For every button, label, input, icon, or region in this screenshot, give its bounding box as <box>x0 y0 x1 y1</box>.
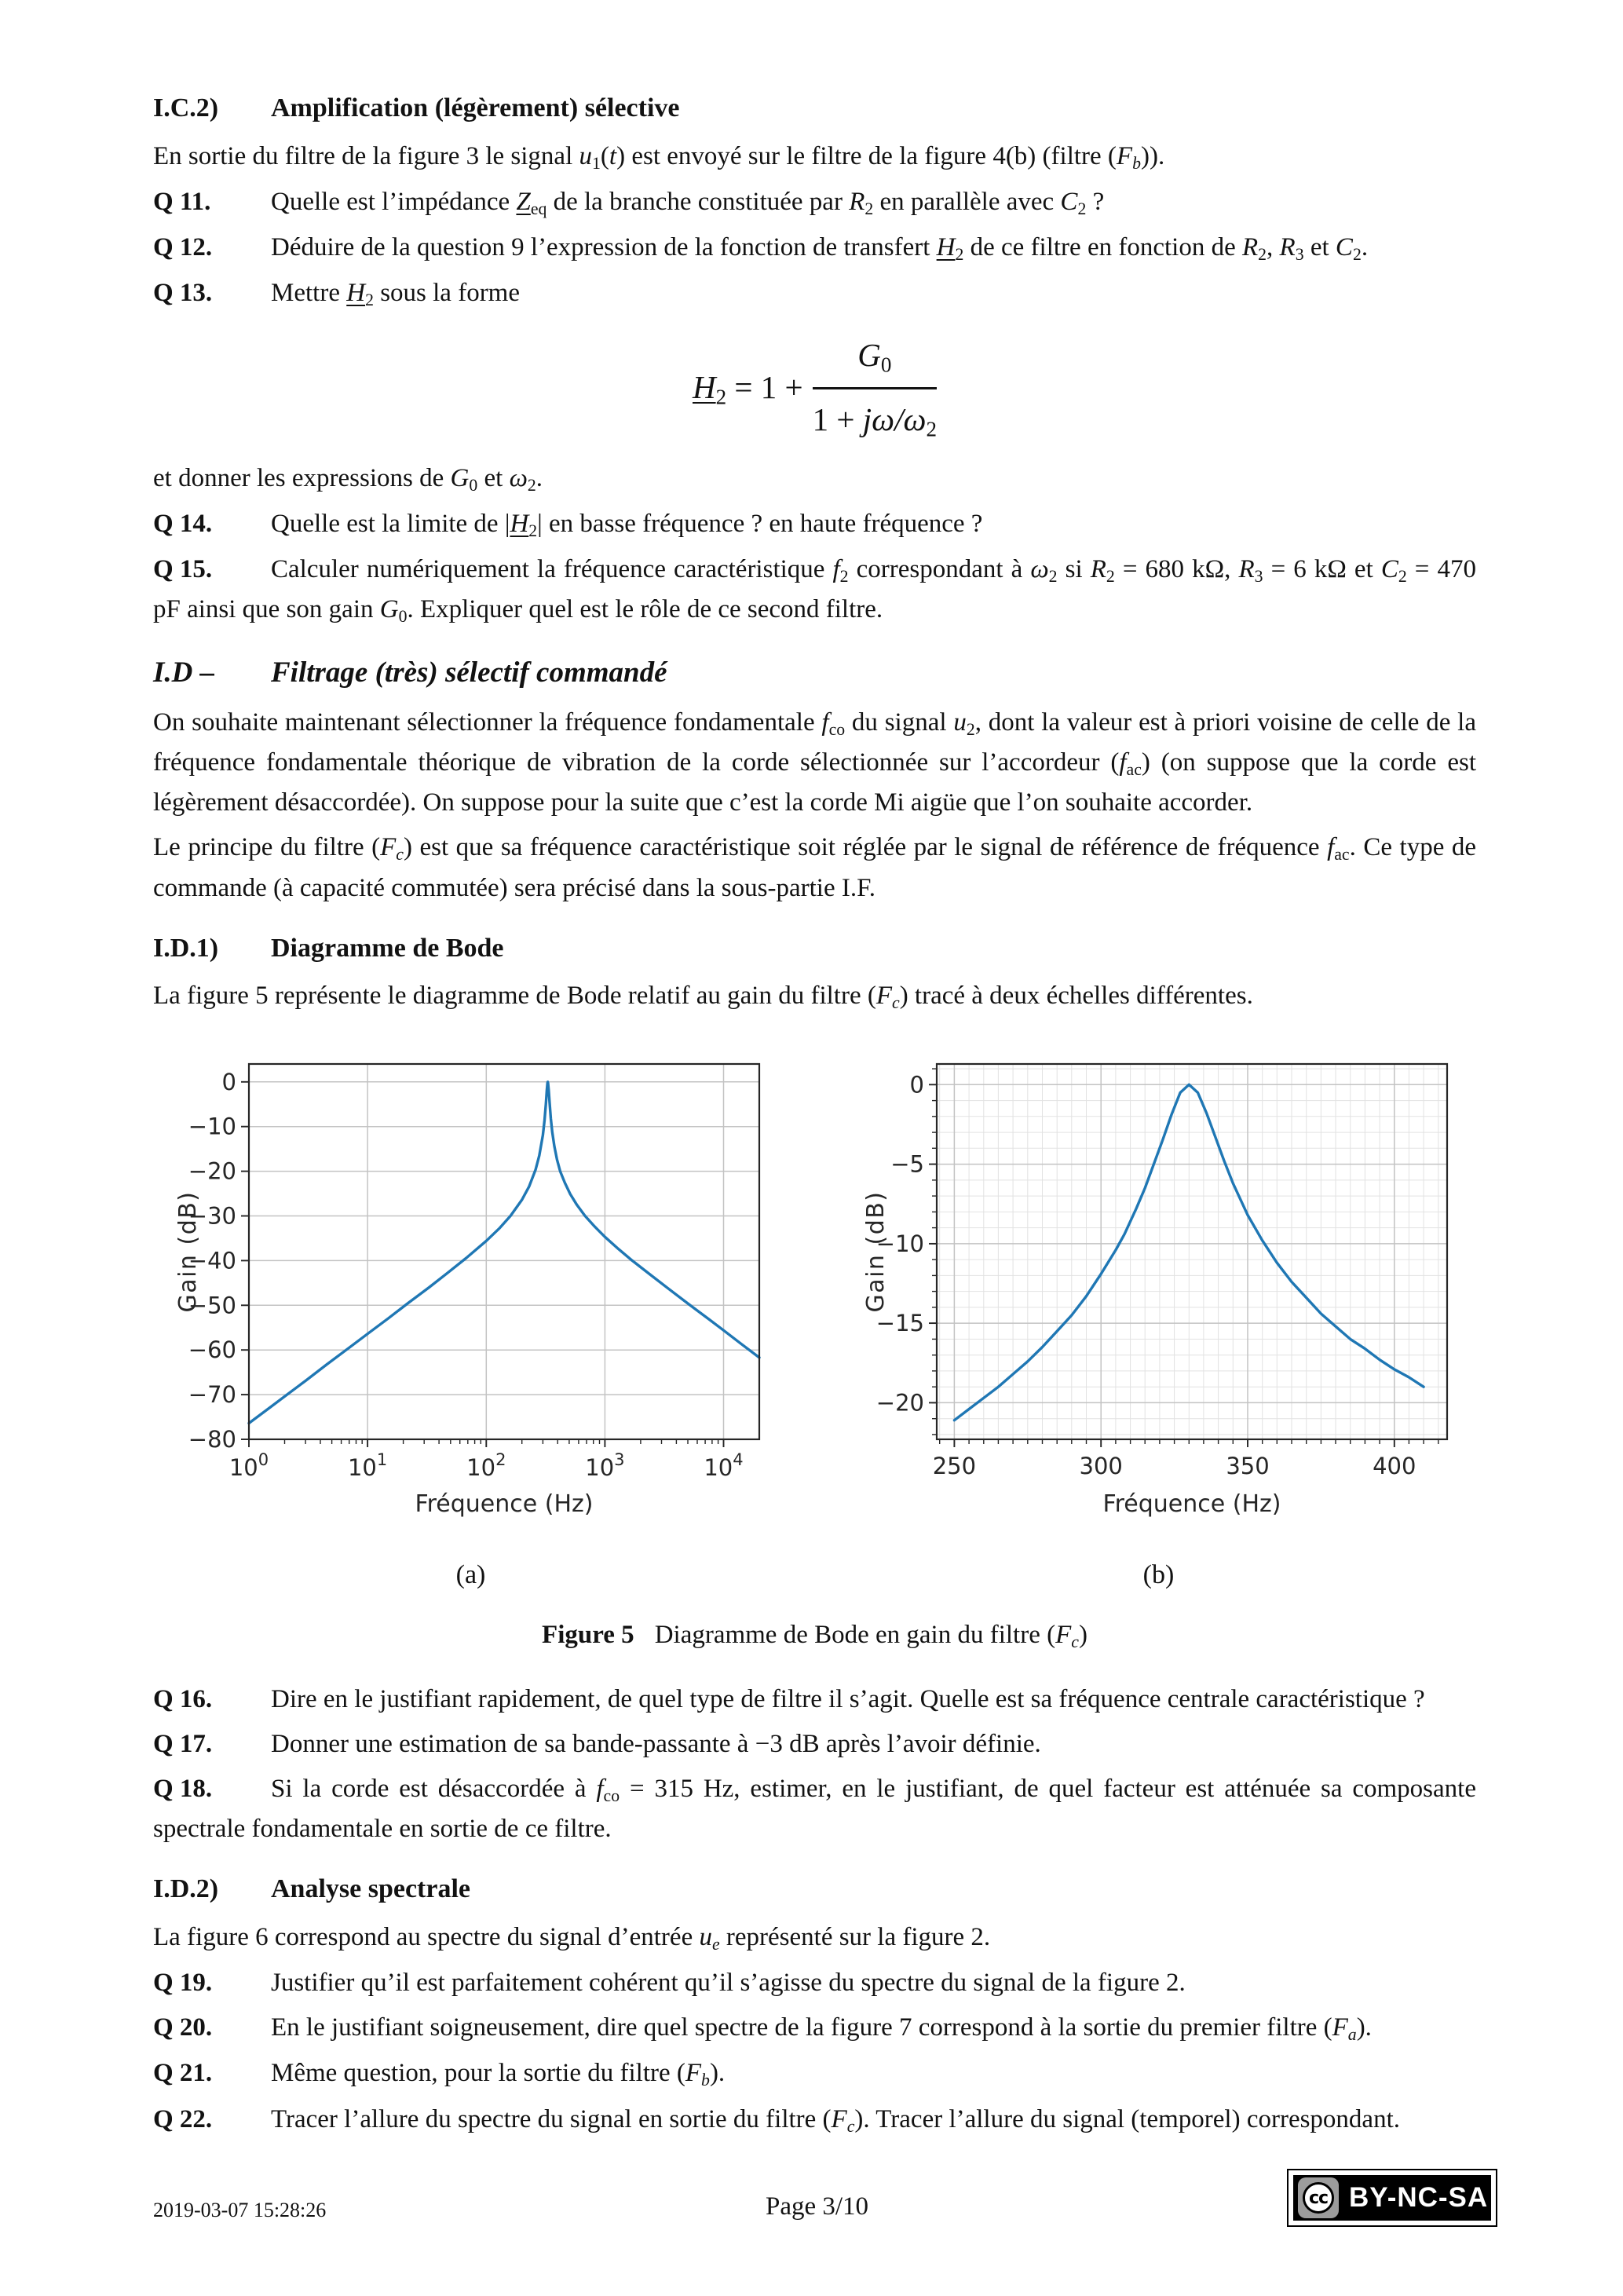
svg-text:100: $10^0$ <box>228 1450 269 1481</box>
cc-license-label: BY-NC-SA <box>1349 2182 1489 2213</box>
figure-caption-text: Diagramme de Bode en gain du filtre $(F_c)$ <box>654 1621 1087 1652</box>
question-15 <box>153 550 1476 630</box>
question-label: Q 20. <box>153 2013 213 2042</box>
svg-text:101: $10^1$ <box>347 1450 387 1481</box>
svg-text:Fréquence (Hz): Fréquence (Hz) <box>1102 1490 1281 1518</box>
question-label: Q 17. <box>153 1729 213 1758</box>
question-text: Dire en le justifiant rapidement, de quel type de filtre il s’agit. Quelle est sa fréquence centrale caractéristique ? <box>271 1684 1425 1713</box>
question-text: Tracer l’allure du spectre du signal en sortie du filtre $(F_c)$. Tracer l’allure du signal (temporel) correspondant. <box>271 2104 1401 2136</box>
svg-text:300: 300 <box>1079 1452 1123 1479</box>
question-17 <box>153 1724 1476 1764</box>
subcaption-a: (a) <box>455 1559 486 1589</box>
svg-text:Fréquence (Hz): Fréquence (Hz) <box>415 1490 593 1518</box>
section-heading-id1 <box>153 928 1476 969</box>
question-text: En le justifiant soigneusement, dire quel spectre de la figure 7 correspond à la sortie du premier filtre $(F_a)$. <box>271 2013 1372 2045</box>
question-label: Q 14. <box>153 509 213 538</box>
equation-numerator: $G_0$ <box>813 331 937 389</box>
svg-text:−40: −40 <box>188 1246 236 1274</box>
section-heading-id <box>153 651 1476 695</box>
svg-text:Gain (dB): Gain (dB) <box>174 1190 202 1313</box>
svg-text:−20: −20 <box>188 1157 236 1185</box>
section-number: I.C.2) <box>153 93 219 122</box>
question-text: Quelle est la limite de $|H_2|$ en basse fréquence ? en haute fréquence ? <box>271 509 983 541</box>
question-14 <box>153 504 1476 544</box>
question-11 <box>153 182 1476 222</box>
question-19 <box>153 1963 1476 2002</box>
question-12 <box>153 228 1476 268</box>
section-title: Filtrage (très) sélectif commandé <box>271 656 667 689</box>
question-label: Q 13. <box>153 279 213 308</box>
section-number: I.D.1) <box>153 933 219 963</box>
page-content <box>153 68 1476 2145</box>
question-18 <box>153 1769 1476 1848</box>
question-label: Q 12. <box>153 233 213 262</box>
section-number: I.D.2) <box>153 1874 219 1904</box>
subcaption-b: (b) <box>1142 1559 1175 1589</box>
section-number: I.D – <box>153 656 215 689</box>
bode-chart-log-scale <box>174 1050 769 1524</box>
svg-text:104: $10^4$ <box>703 1450 744 1481</box>
bode-chart-linear-block <box>861 1050 1457 1596</box>
question-label: Q 18. <box>153 1774 213 1803</box>
question-label: Q 15. <box>153 555 213 584</box>
question-label: Q 11. <box>153 187 211 216</box>
cc-logo-background <box>1298 2177 1339 2218</box>
question-13 <box>153 273 1476 313</box>
svg-text:−20: −20 <box>875 1388 924 1416</box>
svg-text:−80: −80 <box>188 1425 236 1453</box>
svg-text:0: 0 <box>909 1070 924 1098</box>
svg-text:−10: −10 <box>188 1113 236 1140</box>
section-heading-id2 <box>153 1869 1476 1910</box>
page-number: Page 3/10 <box>765 2192 869 2221</box>
question-16 <box>153 1680 1476 1719</box>
question-20 <box>153 2008 1476 2048</box>
svg-text:−30: −30 <box>188 1202 236 1230</box>
equation-denominator: $1 + j\omega/\omega_2$ <box>812 401 937 441</box>
question-label: Q 19. <box>153 1969 213 1998</box>
question-21 <box>153 2053 1476 2093</box>
cc-logo-icon: cc <box>1303 2182 1334 2214</box>
section-title: Analyse spectrale <box>271 1874 471 1904</box>
svg-text:250: 250 <box>932 1452 976 1479</box>
paragraph-intro: En sortie du filtre de la figure 3 le signal $u_1(t)$ est envoyé sur le filtre de la figure 4(b) (filtre $(F_b)$). <box>153 141 1165 173</box>
figure-caption-label: Figure 5 <box>542 1621 634 1650</box>
question-text: Déduire de la question 9 l’expression de la fonction de transfert $H_2$ de ce filtre en fonction de $R_2$, $R_3$ et $C_2$. <box>271 233 1369 265</box>
bode-charts-row <box>153 1050 1476 1596</box>
question-text: Donner une estimation de sa bande-passante à −3 dB après l’avoir définie. <box>271 1729 1041 1758</box>
paragraph-figure5-intro: La figure 5 représente le diagramme de Bode relatif au gain du filtre $(F_c)$ tracé à deux échelles différentes. <box>153 982 1253 1013</box>
question-text: Mettre $H_2$ sous la forme <box>271 279 520 310</box>
question-label: Q 16. <box>153 1684 213 1713</box>
equation-fraction <box>813 331 937 445</box>
section-title: Diagramme de Bode <box>271 933 504 963</box>
paragraph-id-2: Le principe du filtre $(F_c)$ est que sa fréquence caractéristique soit réglée par le signal de référence de fréquence $f_{ac}$. Ce type de commande (à capacité commutée) sera précisé dans la sous-partie I.F. <box>153 833 1476 902</box>
page-footer <box>153 2169 1497 2239</box>
section-title: Amplification (légèrement) sélective <box>271 93 680 122</box>
bode-chart-log-block <box>174 1050 769 1596</box>
question-text: Justifier qu’il est parfaitement cohérent qu’il s’agisse du spectre du signal de la figure 2. <box>271 1969 1186 1998</box>
svg-text:102: $10^2$ <box>466 1450 506 1481</box>
svg-text:0: 0 <box>221 1068 236 1095</box>
question-label: Q 22. <box>153 2104 213 2133</box>
question-label: Q 21. <box>153 2059 213 2088</box>
cc-badge-inner <box>1298 2177 1488 2218</box>
svg-text:400: 400 <box>1372 1452 1416 1479</box>
question-22 <box>153 2100 1476 2140</box>
figure-5 <box>153 1050 1476 1656</box>
paragraph-figure6-intro: La figure 6 correspond au spectre du signal d’entrée $u_e$ représenté sur la figure 2. <box>153 1922 991 1954</box>
figure-caption <box>153 1615 1476 1655</box>
svg-text:−60: −60 <box>188 1336 236 1363</box>
question-text: Si la corde est désaccordée à $f_{co} = 315$ Hz, estimer, en le justifiant, de quel facteur est atténuée sa composante spectrale fondamentale en sortie de ce filtre. <box>153 1774 1476 1844</box>
paragraph-g0-w2: et donner les expressions de $G_0$ et $\omega_2$. <box>153 463 543 495</box>
question-text: Calculer numériquement la fréquence caractéristique $f_2$ correspondant à $\omega_2$ si $R_2 = 680$ kΩ, $R_3 = 6$ kΩ et $C_2 = 470$ pF ainsi que son gain $G_0$. Expliquer quel est le rôle de ce second filtre. <box>153 555 1476 627</box>
section-heading-ic2 <box>153 88 1476 129</box>
svg-text:−50: −50 <box>188 1291 236 1318</box>
equation-h2 <box>153 331 1476 445</box>
svg-text:350: 350 <box>1225 1452 1270 1479</box>
paragraph-id-1: On souhaite maintenant sélectionner la fréquence fondamentale $f_{co}$ du signal $u_2$, dont la valeur est à priori voisine de celle de la fréquence fondamentale théorique de vibration de la corde sélectionnée sur l’accordeur $(f_{ac})$ (on suppose que la corde est légèrement désaccordée). On suppose pour la suite que c’est la corde Mi aigüe que l’on souhaite accorder. <box>153 707 1476 817</box>
svg-text:−70: −70 <box>188 1380 236 1408</box>
svg-text:103: $10^3$ <box>584 1450 625 1481</box>
svg-text:−10: −10 <box>875 1230 924 1257</box>
question-text: Quelle est l’impédance $Z_{eq}$ de la branche constituée par $R_2$ en parallèle avec $C_2$ ? <box>271 187 1105 218</box>
generation-timestamp: 2019-03-07 15:28:26 <box>153 2199 327 2221</box>
svg-text:Gain (dB): Gain (dB) <box>861 1190 890 1313</box>
question-text: Même question, pour la sortie du filtre $(F_b)$. <box>271 2059 726 2090</box>
equation-lhs: $H_2 = 1$ + <box>693 369 803 409</box>
svg-text:−5: −5 <box>890 1150 924 1178</box>
cc-license-badge <box>1287 2169 1497 2227</box>
svg-text:−15: −15 <box>875 1309 924 1336</box>
bode-chart-linear-scale <box>861 1050 1457 1524</box>
